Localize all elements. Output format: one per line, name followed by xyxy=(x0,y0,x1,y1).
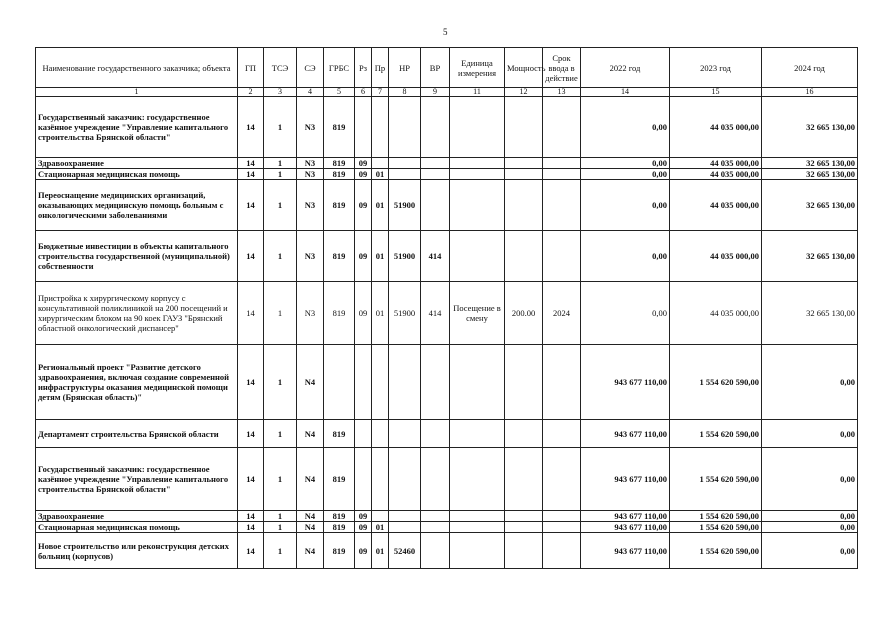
column-number: 12 xyxy=(505,88,543,97)
amount-2022: 0,00 xyxy=(581,231,670,282)
amount-2024: 32 665 130,00 xyxy=(762,282,858,345)
column-number: 7 xyxy=(372,88,389,97)
rz-cell: 09 xyxy=(355,522,372,533)
unit-cell xyxy=(450,533,505,569)
header-cell: Единица измерения xyxy=(450,48,505,88)
gp-cell: 14 xyxy=(238,533,264,569)
nr-cell xyxy=(389,97,421,158)
table-row xyxy=(36,448,858,511)
gp-cell: 14 xyxy=(238,448,264,511)
amount-2024: 32 665 130,00 xyxy=(762,158,858,169)
amount-2023: 44 035 000,00 xyxy=(670,231,762,282)
unit-cell: Посещение в смену xyxy=(450,282,505,345)
header-cell: Рз xyxy=(355,48,372,88)
table-row xyxy=(36,231,858,282)
se-cell: N4 xyxy=(297,533,324,569)
table-row xyxy=(36,511,858,522)
vr-cell xyxy=(421,533,450,569)
nr-cell: 51900 xyxy=(389,180,421,231)
object-name: Бюджетные инвестиции в объекты капитального строительства государственной (муниципальной) собственности xyxy=(36,231,238,282)
amount-2022: 943 677 110,00 xyxy=(581,420,670,448)
amount-2023: 1 554 620 590,00 xyxy=(670,522,762,533)
object-name: Здравоохранение xyxy=(36,158,238,169)
rz-cell: 09 xyxy=(355,169,372,180)
term-cell xyxy=(543,522,581,533)
column-number: 15 xyxy=(670,88,762,97)
table-row xyxy=(36,158,858,169)
table-row xyxy=(36,169,858,180)
amount-2022: 943 677 110,00 xyxy=(581,448,670,511)
amount-2023: 44 035 000,00 xyxy=(670,158,762,169)
column-number: 2 xyxy=(238,88,264,97)
amount-2023: 44 035 000,00 xyxy=(670,169,762,180)
tse-cell: 1 xyxy=(264,169,297,180)
table-row xyxy=(36,97,858,158)
table-row xyxy=(36,345,858,420)
term-cell xyxy=(543,533,581,569)
nr-cell xyxy=(389,522,421,533)
se-cell: N3 xyxy=(297,231,324,282)
amount-2022: 0,00 xyxy=(581,180,670,231)
se-cell: N3 xyxy=(297,282,324,345)
gp-cell: 14 xyxy=(238,158,264,169)
term-cell xyxy=(543,97,581,158)
unit-cell xyxy=(450,180,505,231)
object-name: Стационарная медицинская помощь xyxy=(36,169,238,180)
object-name: Новое строительство или реконструкция детских больниц (корпусов) xyxy=(36,533,238,569)
amount-2023: 44 035 000,00 xyxy=(670,97,762,158)
rz-cell: 09 xyxy=(355,231,372,282)
column-number-row xyxy=(36,88,858,97)
se-cell: N4 xyxy=(297,511,324,522)
header-cell: ГП xyxy=(238,48,264,88)
power-cell xyxy=(505,420,543,448)
power-cell xyxy=(505,231,543,282)
tse-cell: 1 xyxy=(264,345,297,420)
amount-2022: 943 677 110,00 xyxy=(581,345,670,420)
gp-cell: 14 xyxy=(238,420,264,448)
pr-cell xyxy=(372,420,389,448)
table-row xyxy=(36,180,858,231)
header-cell: 2024 год xyxy=(762,48,858,88)
column-number: 11 xyxy=(450,88,505,97)
header-cell: СЭ xyxy=(297,48,324,88)
term-cell xyxy=(543,448,581,511)
tse-cell: 1 xyxy=(264,158,297,169)
header-cell: ТСЭ xyxy=(264,48,297,88)
grbs-cell: 819 xyxy=(324,169,355,180)
term-cell: 2024 xyxy=(543,282,581,345)
tse-cell: 1 xyxy=(264,511,297,522)
grbs-cell: 819 xyxy=(324,522,355,533)
vr-cell xyxy=(421,180,450,231)
object-name: Государственный заказчик: государственное казённое учреждение "Управление капитального строительства Брянской области" xyxy=(36,97,238,158)
power-cell xyxy=(505,533,543,569)
se-cell: N3 xyxy=(297,180,324,231)
amount-2024: 32 665 130,00 xyxy=(762,97,858,158)
header-cell: НР xyxy=(389,48,421,88)
gp-cell: 14 xyxy=(238,97,264,158)
unit-cell xyxy=(450,511,505,522)
term-cell xyxy=(543,158,581,169)
amount-2022: 0,00 xyxy=(581,282,670,345)
pr-cell: 01 xyxy=(372,180,389,231)
grbs-cell: 819 xyxy=(324,511,355,522)
gp-cell: 14 xyxy=(238,231,264,282)
grbs-cell: 819 xyxy=(324,420,355,448)
tse-cell: 1 xyxy=(264,448,297,511)
rz-cell xyxy=(355,345,372,420)
vr-cell xyxy=(421,448,450,511)
column-number: 14 xyxy=(581,88,670,97)
object-name: Стационарная медицинская помощь xyxy=(36,522,238,533)
object-name: Региональный проект "Развитие детского здравоохранения, включая создание современной инфраструктуры оказания медицинской помощи детям (Брянская область)" xyxy=(36,345,238,420)
rz-cell: 09 xyxy=(355,533,372,569)
object-name: Государственный заказчик: государственное казённое учреждение "Управление капитального строительства Брянской области" xyxy=(36,448,238,511)
object-name: Департамент строительства Брянской области xyxy=(36,420,238,448)
vr-cell xyxy=(421,511,450,522)
vr-cell: 414 xyxy=(421,282,450,345)
column-number: 13 xyxy=(543,88,581,97)
nr-cell: 52460 xyxy=(389,533,421,569)
header-cell: Пр xyxy=(372,48,389,88)
amount-2024: 0,00 xyxy=(762,511,858,522)
header-cell: Мощность xyxy=(505,48,543,88)
vr-cell xyxy=(421,169,450,180)
se-cell: N3 xyxy=(297,97,324,158)
column-number: 5 xyxy=(324,88,355,97)
column-number: 4 xyxy=(297,88,324,97)
unit-cell xyxy=(450,231,505,282)
se-cell: N4 xyxy=(297,448,324,511)
column-number: 3 xyxy=(264,88,297,97)
amount-2022: 0,00 xyxy=(581,158,670,169)
amount-2023: 44 035 000,00 xyxy=(670,180,762,231)
amount-2023: 1 554 620 590,00 xyxy=(670,420,762,448)
se-cell: N3 xyxy=(297,169,324,180)
unit-cell xyxy=(450,448,505,511)
amount-2024: 0,00 xyxy=(762,345,858,420)
header-cell: Наименование государственного заказчика; объекта xyxy=(36,48,238,88)
se-cell: N4 xyxy=(297,420,324,448)
vr-cell xyxy=(421,420,450,448)
power-cell xyxy=(505,169,543,180)
grbs-cell: 819 xyxy=(324,533,355,569)
grbs-cell: 819 xyxy=(324,231,355,282)
amount-2024: 0,00 xyxy=(762,522,858,533)
tse-cell: 1 xyxy=(264,533,297,569)
rz-cell: 09 xyxy=(355,282,372,345)
grbs-cell xyxy=(324,345,355,420)
term-cell xyxy=(543,169,581,180)
unit-cell xyxy=(450,522,505,533)
pr-cell: 01 xyxy=(372,282,389,345)
column-number: 1 xyxy=(36,88,238,97)
header-row xyxy=(36,48,858,88)
vr-cell xyxy=(421,522,450,533)
unit-cell xyxy=(450,345,505,420)
power-cell xyxy=(505,522,543,533)
gp-cell: 14 xyxy=(238,522,264,533)
rz-cell xyxy=(355,97,372,158)
term-cell xyxy=(543,511,581,522)
table-row xyxy=(36,420,858,448)
amount-2022: 0,00 xyxy=(581,169,670,180)
amount-2024: 0,00 xyxy=(762,420,858,448)
amount-2023: 44 035 000,00 xyxy=(670,282,762,345)
column-number: 16 xyxy=(762,88,858,97)
gp-cell: 14 xyxy=(238,169,264,180)
rz-cell xyxy=(355,420,372,448)
pr-cell xyxy=(372,345,389,420)
term-cell xyxy=(543,231,581,282)
unit-cell xyxy=(450,158,505,169)
page-number: 5 xyxy=(443,27,448,37)
power-cell xyxy=(505,97,543,158)
pr-cell xyxy=(372,511,389,522)
nr-cell xyxy=(389,511,421,522)
power-cell xyxy=(505,158,543,169)
amount-2023: 1 554 620 590,00 xyxy=(670,533,762,569)
vr-cell: 414 xyxy=(421,231,450,282)
tse-cell: 1 xyxy=(264,420,297,448)
amount-2022: 0,00 xyxy=(581,97,670,158)
budget-table xyxy=(35,47,858,569)
amount-2024: 32 665 130,00 xyxy=(762,231,858,282)
power-cell xyxy=(505,448,543,511)
power-cell xyxy=(505,511,543,522)
grbs-cell: 819 xyxy=(324,282,355,345)
column-number: 8 xyxy=(389,88,421,97)
tse-cell: 1 xyxy=(264,282,297,345)
term-cell xyxy=(543,420,581,448)
grbs-cell: 819 xyxy=(324,180,355,231)
vr-cell xyxy=(421,158,450,169)
term-cell xyxy=(543,345,581,420)
header-cell: 2023 год xyxy=(670,48,762,88)
amount-2024: 32 665 130,00 xyxy=(762,169,858,180)
amount-2022: 943 677 110,00 xyxy=(581,533,670,569)
tse-cell: 1 xyxy=(264,180,297,231)
nr-cell: 51900 xyxy=(389,231,421,282)
gp-cell: 14 xyxy=(238,511,264,522)
gp-cell: 14 xyxy=(238,282,264,345)
grbs-cell: 819 xyxy=(324,158,355,169)
unit-cell xyxy=(450,420,505,448)
rz-cell: 09 xyxy=(355,511,372,522)
amount-2023: 1 554 620 590,00 xyxy=(670,511,762,522)
pr-cell xyxy=(372,97,389,158)
amount-2023: 1 554 620 590,00 xyxy=(670,448,762,511)
amount-2022: 943 677 110,00 xyxy=(581,522,670,533)
grbs-cell: 819 xyxy=(324,448,355,511)
term-cell xyxy=(543,180,581,231)
rz-cell: 09 xyxy=(355,180,372,231)
nr-cell xyxy=(389,448,421,511)
header-cell: 2022 год xyxy=(581,48,670,88)
pr-cell: 01 xyxy=(372,169,389,180)
tse-cell: 1 xyxy=(264,97,297,158)
object-name: Пристройка к хирургическому корпусу с консультативной поликлиникой на 200 посещений и хирургическим блоком на 90 коек ГАУЗ "Брянский областной онкологический диспансер" xyxy=(36,282,238,345)
gp-cell: 14 xyxy=(238,180,264,231)
amount-2024: 32 665 130,00 xyxy=(762,180,858,231)
table-row xyxy=(36,522,858,533)
pr-cell: 01 xyxy=(372,522,389,533)
nr-cell xyxy=(389,169,421,180)
power-cell xyxy=(505,345,543,420)
gp-cell: 14 xyxy=(238,345,264,420)
nr-cell xyxy=(389,345,421,420)
unit-cell xyxy=(450,169,505,180)
table-row xyxy=(36,533,858,569)
pr-cell: 01 xyxy=(372,533,389,569)
power-cell xyxy=(505,180,543,231)
header-cell: Срок ввода в действие xyxy=(543,48,581,88)
amount-2022: 943 677 110,00 xyxy=(581,511,670,522)
se-cell: N3 xyxy=(297,158,324,169)
column-number: 9 xyxy=(421,88,450,97)
pr-cell: 01 xyxy=(372,231,389,282)
rz-cell xyxy=(355,448,372,511)
rz-cell: 09 xyxy=(355,158,372,169)
grbs-cell: 819 xyxy=(324,97,355,158)
amount-2024: 0,00 xyxy=(762,448,858,511)
header-cell: ВР xyxy=(421,48,450,88)
power-cell: 200.00 xyxy=(505,282,543,345)
object-name: Переоснащение медицинских организаций, оказывающих медицинскую помощь больным с онкологическими заболеваниями xyxy=(36,180,238,231)
amount-2023: 1 554 620 590,00 xyxy=(670,345,762,420)
vr-cell xyxy=(421,97,450,158)
pr-cell xyxy=(372,448,389,511)
table-row xyxy=(36,282,858,345)
header-cell: ГРБС xyxy=(324,48,355,88)
nr-cell: 51900 xyxy=(389,282,421,345)
tse-cell: 1 xyxy=(264,522,297,533)
nr-cell xyxy=(389,420,421,448)
nr-cell xyxy=(389,158,421,169)
se-cell: N4 xyxy=(297,522,324,533)
tse-cell: 1 xyxy=(264,231,297,282)
se-cell: N4 xyxy=(297,345,324,420)
vr-cell xyxy=(421,345,450,420)
unit-cell xyxy=(450,97,505,158)
object-name: Здравоохранение xyxy=(36,511,238,522)
amount-2024: 0,00 xyxy=(762,533,858,569)
pr-cell xyxy=(372,158,389,169)
column-number: 6 xyxy=(355,88,372,97)
